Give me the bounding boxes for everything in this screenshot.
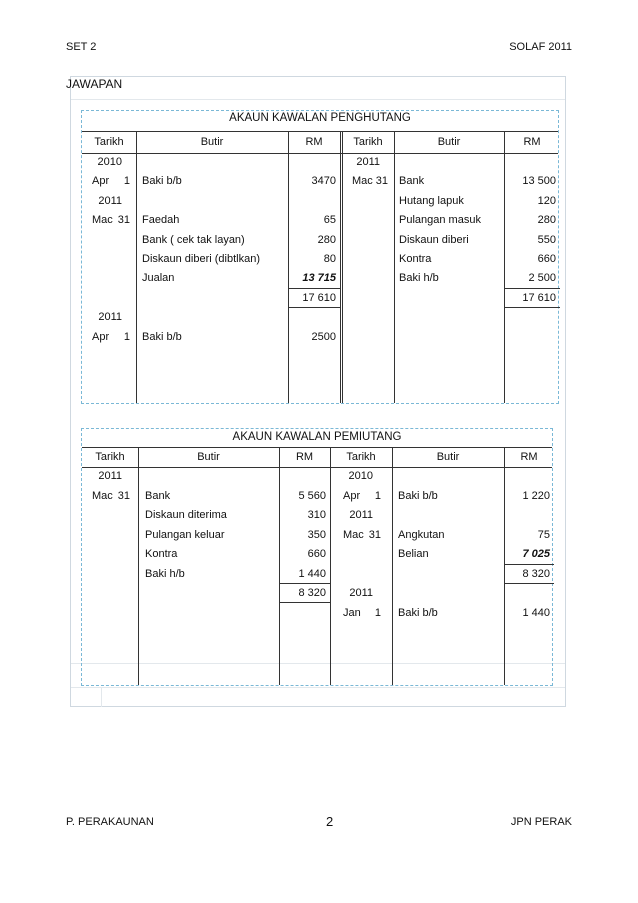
debit-amount: 1 440: [298, 567, 326, 580]
column-header-rm: RM: [523, 136, 541, 148]
debit-day: 31: [117, 214, 130, 227]
debit-total-underline: [279, 602, 330, 603]
debit-total-line: [288, 288, 340, 289]
debit-amount: 5 560: [298, 489, 326, 502]
column-header-butir: Butir: [200, 136, 224, 148]
debit-year: 2011: [98, 194, 122, 207]
credit-amount: 280: [537, 214, 556, 227]
column-header-rm: RM: [520, 451, 538, 463]
header-left: SET 2: [66, 41, 97, 53]
credit-total-line: [504, 564, 554, 565]
debit-amount: 65: [323, 214, 336, 227]
credit-year: 2011: [349, 587, 373, 599]
footer-page-number: 2: [326, 814, 334, 829]
ledger-title: AKAUN KAWALAN PENGHUTANG: [229, 112, 411, 124]
debit-year: 2011: [98, 470, 122, 482]
debit-description: Diskaun diberi (dibtlkan): [142, 253, 260, 265]
credit-description: Kontra: [399, 253, 432, 265]
credit-description: Diskaun diberi: [399, 233, 469, 246]
credit-day: 1: [374, 489, 381, 502]
credit-description: Hutang lapuk: [399, 194, 464, 207]
credit-year: 2011: [356, 156, 380, 168]
debit-amount: 280: [317, 233, 336, 246]
debit-description: Pulangan keluar: [145, 528, 225, 541]
credit-amount: 120: [537, 194, 556, 207]
debit-amount: 350: [307, 528, 326, 541]
column-header-rm: RM: [295, 451, 314, 463]
column-header-tarikh: Tarikh: [94, 136, 124, 148]
credit-amount: 2 500: [528, 272, 556, 285]
debit-amount: 3470: [311, 175, 336, 188]
debit-amount: 310: [307, 509, 326, 521]
debit-total-line: [279, 583, 330, 584]
column-header-tarikh: Tarikh: [346, 451, 376, 463]
credit-month: Jan: [343, 606, 361, 619]
column-header-tarikh: Tarikh: [353, 136, 383, 148]
debit-month: Apr: [92, 330, 110, 343]
credit-amount: 1 220: [522, 489, 550, 502]
credit-total-underline: [504, 307, 560, 308]
column-header-butir: Butir: [436, 451, 460, 463]
ledger-title: AKAUN KAWALAN PEMIUTANG: [232, 431, 402, 443]
debit-description: Bank ( cek tak layan): [142, 233, 245, 246]
credit-amount: 1 440: [522, 606, 550, 619]
header-right: SOLAF 2011: [509, 41, 572, 53]
answer-label: JAWAPAN: [66, 77, 123, 91]
debit-description: Bank: [145, 489, 171, 502]
debit-description: Faedah: [142, 214, 180, 227]
credit-amount: 75: [537, 528, 550, 541]
credit-total-line: [504, 288, 560, 289]
credit-day: 31: [375, 175, 388, 188]
credit-description: Baki h/b: [399, 272, 439, 285]
debit-description: Baki b/b: [142, 330, 182, 343]
credit-total: 8 320: [522, 567, 550, 580]
column-header-rm: RM: [305, 136, 323, 148]
footer-right: JPN PERAK: [510, 816, 572, 828]
credit-month: Mac: [352, 175, 373, 188]
debit-year: 2011: [98, 311, 122, 324]
credit-amount: 13 500: [522, 175, 556, 188]
debit-total: 17 610: [302, 291, 336, 304]
credit-amount: 660: [537, 253, 556, 265]
debit-day: 1: [123, 175, 130, 188]
credit-year: 2011: [349, 509, 373, 521]
debit-amount: 80: [323, 253, 336, 265]
debit-description: Jualan: [142, 272, 175, 285]
debit-description: Kontra: [145, 548, 178, 560]
credit-month: Apr: [343, 489, 361, 502]
debit-day: 31: [117, 489, 130, 502]
debit-description: Diskaun diterima: [145, 509, 227, 521]
credit-amount: 550: [537, 233, 556, 246]
debit-day: 1: [123, 330, 130, 343]
credit-total-underline: [504, 583, 554, 584]
debit-amount: 660: [307, 548, 326, 560]
debit-amount: 2500: [311, 330, 336, 343]
credit-description: Baki b/b: [398, 489, 438, 502]
debit-month: Apr: [92, 175, 110, 188]
debit-description: Baki b/b: [142, 175, 182, 188]
credit-month: Mac: [343, 528, 364, 541]
column-header-tarikh: Tarikh: [95, 451, 125, 463]
credit-description: Belian: [398, 548, 429, 560]
credit-year: 2010: [348, 470, 373, 482]
debit-month: Mac: [92, 214, 113, 227]
column-header-butir: Butir: [197, 451, 220, 463]
ledger-akaun-kawalan-penghutang: [81, 110, 559, 404]
debit-month: Mac: [92, 489, 113, 502]
credit-description: Baki b/b: [398, 606, 438, 619]
credit-day: 1: [374, 606, 381, 619]
credit-day: 31: [368, 528, 381, 541]
column-header-butir: Butir: [437, 136, 461, 148]
credit-amount: 7 025: [522, 548, 550, 560]
debit-total-underline: [288, 307, 340, 308]
debit-description: Baki h/b: [145, 567, 185, 580]
debit-year: 2010: [97, 156, 122, 168]
debit-total: 8 320: [298, 587, 326, 599]
credit-description: Bank: [399, 175, 425, 188]
credit-description: Angkutan: [398, 528, 445, 541]
debit-amount: 13 715: [302, 272, 336, 285]
ledger-akaun-kawalan-pemiutang: [81, 428, 553, 686]
footer-left: P. PERAKAUNAN: [66, 816, 154, 828]
credit-description: Pulangan masuk: [399, 214, 481, 227]
credit-total: 17 610: [522, 291, 556, 304]
